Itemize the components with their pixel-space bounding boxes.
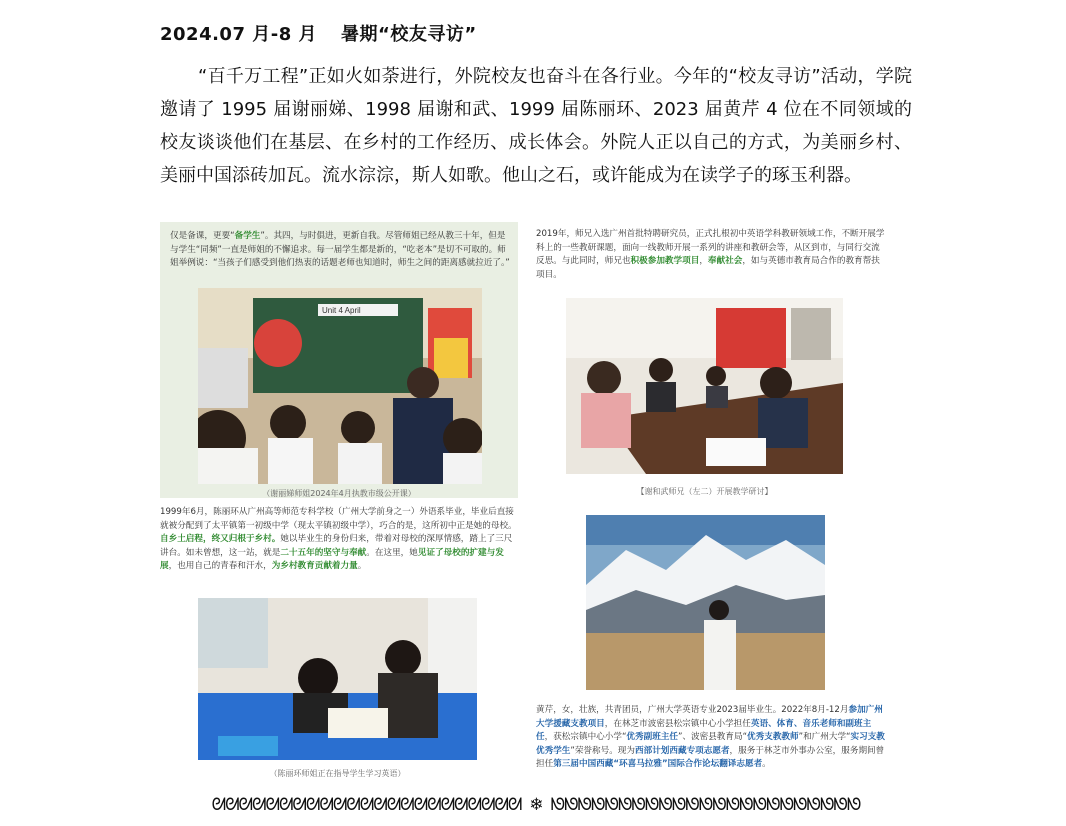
tutoring-photo: [198, 598, 477, 760]
card-text: 仅是备课，更要“备学生”。其四，与时俱进，更新自我。尽管师姐已经从教三十年，但是与学生“同频”一直是师姐的不懈追求。每一届学生都是新的，“吃老本”是切不可取的。师姐举例说：“当孩子们感受到他们热衷的话题老师也知道时，师生之间的距离感就拉近了。”: [170, 231, 510, 268]
alumni-text-huang-qin: 黄芹，女，壮族，共青团员，广州大学英语专业2023届毕业生。2022年8月-12月参加广州大学援藏支教项目，在林芝市波密县松宗镇中心小学担任英语、体育、音乐老师和副班主任，获松宗镇中心小学“优秀副班主任”、波密县教育局“优秀支教教师”和广州大学“实习支教优秀学生”荣誉称号。现为西部计划西藏专项志愿者，服务于林芝市外事办公室，服务期间曾担任第三届中国西藏“环喜马拉雅”国际合作论坛翻译志愿者。: [536, 705, 885, 769]
photo-caption-2: 【谢和武师兄（左二）开展教学研讨】: [636, 487, 773, 496]
date-range: 2024.07 月-8 月: [160, 24, 318, 45]
board-text: Unit 4 April: [322, 306, 361, 315]
ornament-left: ᘛᘛᘛᘛᘛᘛᘛᘛᘛᘛᘛᘛᘛᘛᘛᘛᘛᘛᘛᘛᘛᘛᘛ: [211, 795, 522, 815]
page-title: [160, 20, 477, 46]
alumni-card-xie-lidi: [160, 222, 518, 498]
snowflake-icon: ❄: [529, 795, 543, 815]
alumni-text-xie-hewu: 2019年，师兄入选广州首批特聘研究员，正式扎根初中英语学科教研领域工作，不断开展学科上的一些教研课题，面向一线教师开展一系列的讲座和教研会等，从区到市，与同行交流反思。与此同时，师兄也积极参加教学项目，奉献社会，如与英德市教育局合作的教育帮扶项目。: [536, 229, 885, 280]
ornament-right: ᘚᘚᘚᘚᘚᘚᘚᘚᘚᘚᘚᘚᘚᘚᘚᘚᘚᘚᘚᘚᘚᘚᘚ: [550, 795, 861, 815]
alumni-text-chen-lihuan: 1999年6月，陈丽环从广州高等师范专科学校（广州大学前身之一）外语系毕业，毕业后直接就被分配到了太平镇第一初级中学（现太平镇初级中学），巧合的是，这所初中正是她的母校。自乡土启程，终又归根于乡村。她以毕业生的身份归来，带着对母校的深厚情感，踏上了三尺讲台。如未曾想，这一站，就是二十五年的坚守与奉献。在这里，她见证了母校的扩建与发展，也用自己的青春和汗水，为乡村教育贡献着力量。: [160, 507, 517, 571]
classroom-photo: [198, 288, 482, 484]
meeting-photo: [566, 298, 843, 474]
intro-paragraph: “百千万工程”正如火如荼进行，外院校友也奋斗在各行业。今年的“校友寻访”活动，学院邀请了 1995 届谢丽娣、1998 届谢和武、1999 届陈丽环、2023 届黄芹 4 位在不同领域的校友谈谈他们在基层、在乡村的工作经历、成长体会。外院人正以自己的方式，为美丽乡村、美丽中国添砖加瓦。流水淙淙，斯人如歌。他山之石，或许能成为在读学子的琢玉利器。: [160, 66, 912, 186]
photo-caption-3: （陈丽环师姐正在指导学生学习英语）: [269, 769, 406, 778]
mountain-photo: [586, 515, 825, 690]
photo-caption: （谢丽娣师姐2024年4月执教市级公开课）: [262, 489, 416, 498]
decorative-divider: [160, 795, 912, 815]
event-title: 暑期“校友寻访”: [341, 24, 477, 45]
